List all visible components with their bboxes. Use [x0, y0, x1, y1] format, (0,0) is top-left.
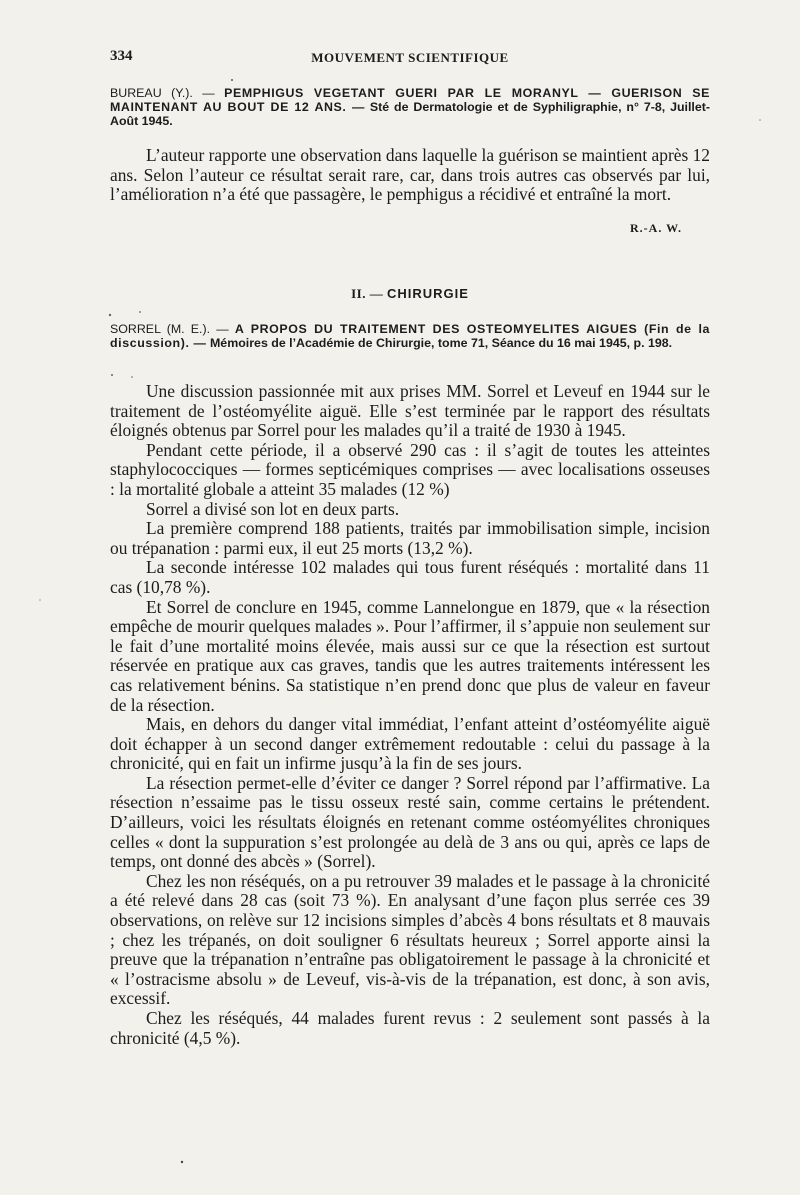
page-header [110, 48, 710, 72]
paragraph: La résection permet-elle d’éviter ce danger ? Sorrel répond par l’affirmative. La résection n’essaime pas le tissu osseux resté sain, comme certains le prétendent. D’ailleurs, voici les résultats éloignés en retenant comme ostéomyélites chroniques celles « dont la suppuration s’est prolongée au delà de 3 ans ou qui, après ce laps de temps, ont donné des abcès » (Sorrel). [110, 772, 710, 872]
reference-author: BUREAU (Y.). — [110, 86, 215, 100]
paragraph: Chez les non réséqués, on a pu retrouver 39 malades et le passage à la chronicité a été relevé dans 28 cas (soit 73 %). En analysant d’une façon plus serrée ces 39 observations, on relève sur 12 incisions simples d’abcès 4 bons résultats et 8 mauvais ; chez les trépanés, on doit souligner 6 résultats heureux ; Sorrel apporte ainsi la preuve que la trépanation n’entraîne pas obligatoirement le passage à la chronicité et « l’ostracisme absolu » de Leveuf, vis-à-vis de la trépanation, est donc, à son avis, excessif. [110, 870, 710, 1009]
running-title: MOUVEMENT SCIENTIFIQUE [311, 50, 509, 65]
section-number: II. — [351, 286, 384, 301]
paragraph: Chez les réséqués, 44 malades furent revus : 2 seulement sont passés à la chronicité (4,5 %). [110, 1008, 710, 1048]
abstract-sorrel [110, 382, 710, 1048]
paragraph: Pendant cette période, il a observé 290 cas : il s’agit de toutes les atteintes staphylococciques — formes septicémiques comprises — avec localisations osseuses : la mortalité globale a atteint 35 malades (12 %) [110, 439, 710, 499]
reference-author: SORREL (M. E.). — [110, 322, 229, 336]
paragraph: Mais, en dehors du danger vital immédiat, l’enfant atteint d’ostéomyélite aiguë doit échapper à un second danger extrêmement redoutable : celui du passage à la chronicité, qui en fait un infirme jusqu’à la fin de ses jours. [110, 714, 710, 774]
reference-source: Mémoires de l’Académie de Chirurgie, tome 71, Séance du 16 mai 1945, p. 198. [209, 336, 673, 350]
paragraph: Une discussion passionnée mit aux prises MM. Sorrel et Leveuf en 1944 sur le traitement de l’ostéomyélite aiguë. Elle s’est terminée par le rapport des résultats éloignés obtenus par Sorrel pour les malades qu’il a traité de 1930 à 1945. [110, 381, 710, 441]
paragraph: La première comprend 188 patients, traités par immobilisation simple, incision ou trépanation : parmi eux, il eut 25 morts (13,2 %). [110, 518, 710, 558]
reference-source: Sté de Dermatologie et de Syphiligraphie, n° 7-8, Juillet-Août 1945. [110, 100, 711, 128]
paragraph: L’auteur rapporte une observation dans laquelle la guérison se maintient après 12 ans. Selon l’auteur ce résultat serait rare, car, dans trois autres cas observés par lui, l’amélioration n’a été que passagère, le pemphigus a récidivé et entraîné la mort. [110, 145, 710, 205]
paragraph: Et Sorrel de conclure en 1945, comme Lannelongue en 1879, que « la résection empêche de mourir quelques malades ». Pour l’affirmer, il s’appuie non seulement sur le fait d’une mortalité moins élevée, mais aussi sur ce que la résection est surtout réservée en pratique aux cas graves, tandis que les autres traitements intéressent les cas relativement bénins. Sa statistique n’en prend donc que plus de valeur en faveur de la résection. [110, 596, 710, 715]
reference-bureau [110, 86, 710, 128]
author-signature: R.-A. W. [629, 221, 682, 235]
paragraph: La seconde intéresse 102 malades qui tous furent réséqués : mortalité dans 11 cas (10,78 %). [110, 557, 710, 597]
reference-sorrel [110, 322, 710, 350]
section-heading [110, 286, 710, 302]
section-name: CHIRURGIE [386, 286, 469, 301]
reference-title: PEMPHIGUS VEGETANT GUERI PAR LE MORANYL — GUERISON SE MAINTENANT AU BOUT DE 12 ANS. — [110, 86, 711, 114]
paragraph: Sorrel a divisé son lot en deux parts. [146, 498, 400, 519]
abstract-bureau [110, 146, 710, 205]
reference-title: A PROPOS DU TRAITEMENT DES OSTEOMYELITES AIGUES (Fin de la discussion). — [110, 322, 710, 350]
page-number: 334 [110, 48, 133, 64]
